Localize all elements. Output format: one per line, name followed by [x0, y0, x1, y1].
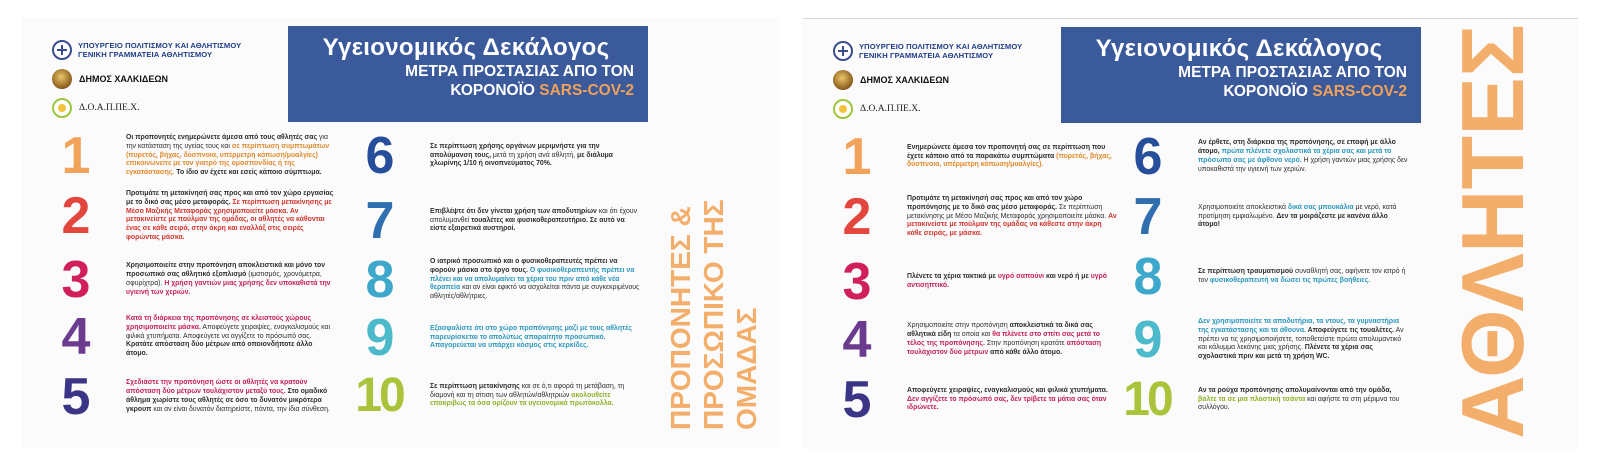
- rule-text: Επιβλέψτε ότι δεν γίνεται χρήση των αποδυτηρίων και ότι έχουν απολυμανθεί τουαλέτες και φυσικοθεραπευτήριο. Σε αυτό να είστε εξαιρετικά αυστηροί.: [430, 207, 638, 233]
- sun-emblem-icon: [52, 98, 72, 118]
- ministry-line2: ΓΕΝΙΚΗ ΓΡΑΜΜΑΤΕΙΑ ΑΘΛΗΤΙΣΜΟΥ: [859, 51, 994, 60]
- rule-number: 3: [842, 253, 870, 311]
- vertical-heading-coaches: ΠΡΟΠΟΝΗΤΕΣ & ΠΡΟΣΩΠΙΚΟ ΤΗΣ ΟΜΑΔΑΣ: [665, 199, 762, 430]
- rule-item: [36, 308, 336, 366]
- rule-number: 10: [355, 369, 403, 422]
- rule-text: Χρησιμοποιείτε αποκλειστικά δικά σας μπουκάλια με νερό, κατά προτίμηση εμφιαλωμένο. Δεν τα μοιράζεστε με κανένα άλλο άτομο!: [1198, 203, 1397, 229]
- rule-number: 5: [842, 371, 870, 429]
- rule-item: [36, 127, 336, 185]
- virus-name: SARS-COV-2: [539, 82, 634, 99]
- rule-text: Αν έρθετε, στη διάρκεια της προπόνησης, σε επαφή με άλλο άτομο, πρώτα πλένετε σχολαστικά τα χέρια σας και μετά το πρόσωπο σας με άφθονο νερό. Η χρήση γαντιών μιας χρήσης δεν υποκαθιστά την υγιεινή των χεριών.: [1198, 139, 1408, 173]
- ministry-line2: ΓΕΝΙΚΗ ΓΡΑΜΜΑΤΕΙΑ ΑΘΛΗΤΙΣΜΟΥ: [78, 50, 213, 59]
- rule-text: Κατά τη διάρκεια της προπόνησης σε κλειστούς χώρους χρησιμοποιείτε μάσκα. Αποφεύγετε χειραψίες, εναγκαλισμούς και φιλικά χτυπήματα. Αποφεύγετε να αγγίζετε το πρόσωπό σας. Κρατάτε απόσταση δύο μέτρων από οποιονδήποτε άλλο άτομο.: [126, 315, 331, 358]
- banner-subtitle2: ΚΟΡΟΝΟΪΟ SARS-COV-2: [450, 82, 634, 99]
- rule-text: Εξασφαλίστε ότι στο χώρο προπόνησης μαζί με τους αθλητές παρευρίσκεται το απολύτως απαραίτητο προσωπικό. Απαγορεύεται να υπάρχει κόσμος στις κερκίδες.: [430, 324, 632, 350]
- rule-item: [340, 370, 640, 422]
- ministry-line1: ΥΠΟΥΡΓΕΙΟ ΠΟΛΙΤΙΣΜΟΥ ΚΑΙ ΑΘΛΗΤΙΣΜΟΥ: [78, 40, 242, 50]
- rule-text: Οι προπονητές ενημερώνετε άμεσα από τους αθλητές σας για την κατάσταση της υγείας τους και σε περίπτωση συμπτωμάτων (πυρετός, βήχας, δύσπνοια, υπέρμετρη κόπωση/μυαλγίες) επικοινωνείτε με τον γιατρό της ομοσπονδίας ή της εγκατάστασης. Το ίδιο αν έχετε και εσείς κάποιο σύμπτωμα.: [126, 134, 330, 177]
- rule-text: Σε περίπτωση χρήσης οργάνων μεριμνήστε για την απολύμανση τους, μετά τη χρήση ανά αθλητή, με διάλυμα χλωρίνης 1/10 ή οινοπνεύματος 70%.: [430, 142, 613, 168]
- ministry-logo: [52, 40, 312, 60]
- rule-number: 4: [61, 308, 89, 366]
- rule-text: Προτιμάτε τη μετακίνησή σας προς και από τον χώρο προπόνησης με το δικό σας μέσο μεταφοράς. Σε περίπτωση μετακίνησης με Μέσο Μαζικής Μεταφοράς χρησιμοποιείτε μάσκα. Αν μετακινείστε με πούλμαν της ομάδας να κάθεστε στην άκρη κάθε σειράς, με μάσκα.: [907, 195, 1117, 238]
- municipality-logo: [52, 69, 312, 89]
- title-banner: [288, 26, 648, 122]
- organization-logo: [52, 98, 312, 118]
- rule-number: 6: [365, 127, 393, 185]
- municipality-name: ΔΗΜΟΣ ΧΑΛΚΙΔΕΩΝ: [79, 74, 169, 84]
- virus-name: SARS-COV-2: [1312, 83, 1407, 100]
- rule-item: [1108, 128, 1408, 186]
- organization-name: Δ.Ο.Α.Π.ΠΕ.Χ.: [79, 103, 140, 113]
- organization-logo: [833, 99, 1093, 119]
- rule-item: [36, 251, 336, 309]
- rule-item: [817, 311, 1117, 369]
- rule-text: Χρησιμοποιείτε στην προπόνηση αποκλειστικά και μόνο τον προσωπικό σας αθλητικό εξοπλισμό (ιματισμός, χρονόμετρα, σφυρίχτρα). Η χρήση γαντιών μιας χρήσης δεν υποκαθιστά την υγιεινή των χεριών.: [126, 262, 331, 296]
- rule-item: [817, 188, 1117, 246]
- rule-text: Δεν χρησιμοποιείτε τα αποδυτήρια, τα ντους, τα γυμναστήρια της εγκατάστασης και τα άθουνα. Αποφεύγετε τις τουαλέτες. Αν πρέπει να τις χρησιμοποιήσετε, τοποθετείστε πρώτα απολυμαντικό και κάλυμμα λεκάνης μιας χρήσης. Πλένετε τα χέρια σας σχολαστικά πριν και μετά τη χρήση WC.: [1198, 318, 1404, 361]
- rule-text: Σε περίπτωση μετακίνησης και σε ό,τι αφορά τη μετάβαση, τη διαμονή και τη σίτιση των αθλητών/αθλητριών ακολουθείτε επακριβώς τα όσα ορίζουν τα υγειονομικά πρωτόκολλα.: [430, 382, 625, 408]
- rule-number: 8: [1133, 248, 1161, 306]
- rule-text: Ο ιατρικό προσωπικό και ο φυσικοθεραπευτές πρέπει να φορούν μάσκα στο έργο τους. Ο φυσικοθεραπευτής πρέπει να πλένει και να απολυμαίνει τα χέρια του πριν από κάθε νέα θεραπεία και αν είναι εφικτό να ασχολείται πάντα με συγκεκριμένους αθλητές/αθλήτριες.: [430, 258, 640, 301]
- municipality-name: ΔΗΜΟΣ ΧΑΛΚΙΔΕΩΝ: [860, 75, 950, 85]
- rule-number: 9: [1133, 311, 1161, 369]
- poster-athletes: [803, 18, 1578, 449]
- rule-number: 2: [61, 187, 89, 246]
- rule-item: [340, 127, 640, 185]
- rule-item: [36, 187, 336, 246]
- vertical-heading-athletes: ΑΘΛΗΤΕΣ: [1443, 24, 1542, 439]
- poster-coaches: [22, 18, 780, 448]
- ministry-line1: ΥΠΟΥΡΓΕΙΟ ΠΟΛΙΤΙΣΜΟΥ ΚΑΙ ΑΘΛΗΤΙΣΜΟΥ: [859, 41, 1023, 51]
- logos-block: [833, 41, 1093, 128]
- sun-emblem-icon: [833, 99, 853, 119]
- rule-text: Χρησιμοποιείτε στην προπόνηση αποκλειστικά τα δικά σας αθλητικά είδη τα οποία και θα πλένετε στο σπίτι σας μετά το τέλος της προπόνησης. Στην προπόνηση κρατάτε απόσταση τουλάχιστον δύο μέτρων από κάθε άλλο άτομο.: [907, 322, 1102, 356]
- rule-number: 6: [1133, 128, 1161, 186]
- rule-number: 5: [61, 368, 89, 426]
- rule-text: Ενημερώνετε άμεσα τον προπονητή σας σε περίπτωση που έχετε κάποιο από τα παρακάτω συμπτώματα (πυρετός, βήχας, δύσπνοια, υπέρμετρη κόπωση/μυαλγίες).: [907, 143, 1112, 169]
- rule-item: [1108, 374, 1408, 426]
- rule-number: 4: [842, 311, 870, 369]
- municipality-logo: [833, 70, 1093, 90]
- greek-seal-icon: [52, 40, 72, 60]
- rule-number: 1: [61, 127, 89, 185]
- rule-number: 1: [842, 128, 870, 186]
- rule-text: Σχεδιάστε την προπόνηση ώστε οι αθλητές να κρατούν απόσταση δύο μέτρων τουλάχιστον μεταξύ τους. Στο ομαδικό άθλημα χωρίστε τους αθλητές σε όσο το δυνατόν μικρότερα γκρουπ και αν είναι δυνατόν διατηρείστε, πάντα, την ίδια σύνθεση.: [126, 379, 330, 413]
- banner-title: Υγειονομικός Δεκάλογος: [1095, 35, 1383, 62]
- title-banner: [1061, 27, 1421, 123]
- rule-item: [340, 192, 640, 250]
- coin-emblem-icon: [52, 69, 72, 89]
- rule-number: 3: [61, 251, 89, 309]
- rule-text: Αν τα ρούχα προπόνησης απολυμαίνονται από την ομάδα, βάλτε τα σε μια πλαστική τσάντα και αφήστε τα στη μέριμνα του συλλόγου.: [1198, 386, 1400, 412]
- rule-number: 8: [365, 251, 393, 309]
- rule-item: [36, 368, 336, 426]
- rule-item: [340, 309, 640, 367]
- rule-number: 7: [1133, 188, 1161, 246]
- rule-item: [1108, 248, 1408, 306]
- rule-item: [1108, 311, 1408, 369]
- logos-block: [52, 40, 312, 127]
- banner-subtitle1: ΜΕΤΡΑ ΠΡΟΣΤΑΣΙΑΣ ΑΠΟ ΤΟΝ: [405, 63, 634, 80]
- rule-number: 2: [842, 188, 870, 246]
- rule-item: [817, 128, 1117, 186]
- banner-title: Υγειονομικός Δεκάλογος: [322, 34, 610, 61]
- rule-text: Σε περίπτωση τραυματισμού συναθλητή σας, αφήνετε τον ιατρό ή τον φυσικοθεραπευτή να δώσει τις πρώτες βοήθειες.: [1198, 268, 1406, 284]
- rule-number: 9: [365, 309, 393, 367]
- banner-subtitle2: ΚΟΡΟΝΟΪΟ SARS-COV-2: [1223, 83, 1407, 100]
- rule-item: [817, 253, 1117, 311]
- rule-item: [340, 251, 640, 309]
- rule-text: Προτιμάτε τη μετακίνησή σας προς και από τον χώρο εργασίας με το δικό σας μέσο μεταφοράς. Σε περίπτωση μετακίνησης με Μέσο Μαζικής Μεταφοράς χρησιμοποιείτε μάσκα. Αν μετακινείστε με πούλμαν της ομάδας, οι αθλητές να κάθονται ένας σε κάθε σειρά, στην άκρη και εναλλάξ στις σειρές φορώντας μάσκα.: [126, 190, 334, 241]
- coin-emblem-icon: [833, 70, 853, 90]
- greek-seal-icon: [833, 41, 853, 61]
- ministry-logo: [833, 41, 1093, 61]
- rule-number: 10: [1123, 373, 1171, 426]
- rule-item: [817, 371, 1117, 429]
- rule-item: [1108, 188, 1408, 246]
- organization-name: Δ.Ο.Α.Π.ΠΕ.Χ.: [860, 104, 921, 114]
- rule-text: Πλένετε τα χέρια τακτικά με υγρό σαπούνι και νερό ή με υγρό αντισηπτικό.: [907, 273, 1108, 289]
- rule-text: Αποφεύγετε χειραψίες, εναγκαλισμούς και φιλικά χτυπήματα. Δεν αγγίζετε το πρόσωπό σας, δεν τρίβετε τα μάτια σας όταν ιδρώνετε.: [907, 386, 1108, 412]
- rule-number: 7: [365, 192, 393, 250]
- banner-subtitle1: ΜΕΤΡΑ ΠΡΟΣΤΑΣΙΑΣ ΑΠΟ ΤΟΝ: [1178, 64, 1407, 81]
